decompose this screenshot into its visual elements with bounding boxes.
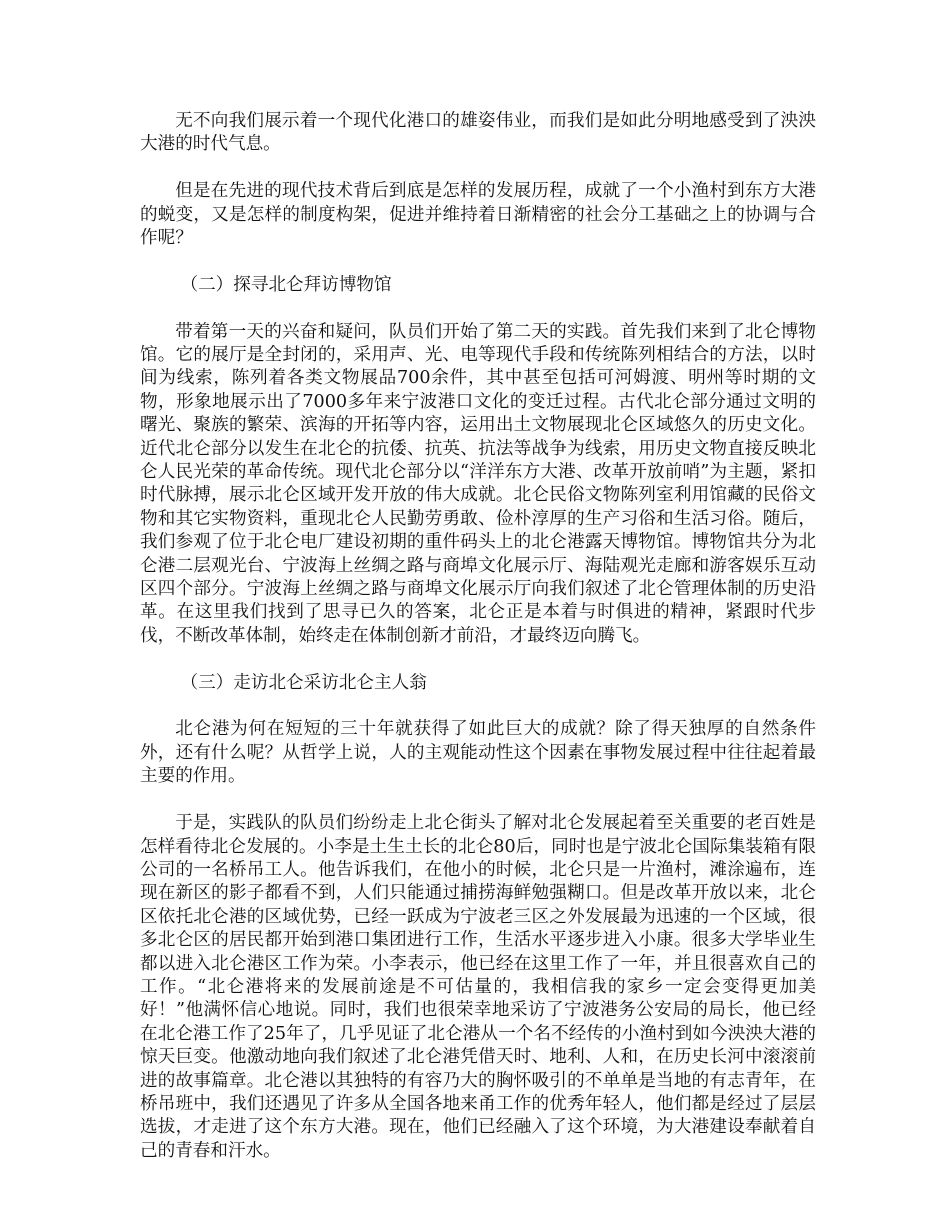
section-heading-museum: （二）探寻北仑拜访博物馆 xyxy=(180,274,392,295)
paragraph-development-question: 但是在先进的现代技术背后到底是怎样的发展历程，成就了一个小渔村到东方大港的蜕变，又是怎样的制度构架，促进并维持着日渐精密的社会分工基础之上的协调与合作呢？ xyxy=(140,181,816,249)
paragraph-port-spirit: 无不向我们展示着一个现代化港口的雄姿伟业，而我们是如此分明地感受到了泱泱大港的时代气息。 xyxy=(140,111,816,155)
paragraph-museum-visit: 带着第一天的兴奋和疑问，队员们开始了第二天的实践。首先我们来到了北仑博物馆。它的展厅是全封闭的，采用声、光、电等现代手段和传统陈列相结合的方法，以时间为线索，陈列着各类文物展品700余件，其中甚至包括可河姆渡、明州等时期的文物，形象地展示出了7000多年来宁波港口文化的变迁过程。古代北仑部分通过文明的曙光、聚族的繁荣、滨海的开拓等内容，运用出土文物展现北仑区域悠久的历史文化。近代北仑部分以发生在北仑的抗倭、抗英、抗法等战争为线索，用历史文物直接反映北仑人民光荣的革命传统。现代北仑部分以“洋洋东方大港、改革开放前哨”为主题，紧扣时代脉搏，展示北仑区域开发开放的伟大成就。北仑民俗文物陈列室利用馆藏的民俗文物和其它实物资料，重现北仑人民勤劳勇敢、俭朴淳厚的生产习俗和生活习俗。随后，我们参观了位于北仑电厂建设初期的重件码头上的北仑港露天博物馆。博物馆共分为北仑港二层观光台、宁波海上丝绸之路与商埠文化展示厅、海陆观光走廊和游客娱乐互动区四个部分。宁波海上丝绸之路与商埠文化展示厅向我们叙述了北仑管理体制的历史沿革。在这里我们找到了思寻已久的答案，北仑正是本着与时俱进的精神，紧跟时代步伐，不断改革体制，始终走在体制创新才前沿，才最终迈向腾飞。 xyxy=(140,321,816,646)
document-body xyxy=(140,110,816,1163)
paragraph-success-reason: 北仑港为何在短短的三十年就获得了如此巨大的成就？除了得天独厚的自然条件外，还有什么呢？从哲学上说，人的主观能动性这个因素在事物发展过程中往往起着最主要的作用。 xyxy=(140,719,816,787)
paragraph-resident-interviews: 于是，实践队的队员们纷纷走上北仑街头了解对北仑发展起着至关重要的老百姓是怎样看待北仑发展的。小李是土生土长的北仑80后，同时也是宁波北仑国际集装箱有限公司的一名桥吊工人。他告诉我们，在他小的时候，北仑只是一片渔村，滩涂遍布，连现在新区的影子都看不到，人们只能通过捕捞海鲜勉强糊口。但是改革开放以来，北仑区依托北仑港的区域优势，已经一跃成为宁波老三区之外发展最为迅速的一个区域，很多北仑区的居民都开始到港口集团进行工作，生活水平逐步进入小康。很多大学毕业生都以进入北仑港区工作为荣。小李表示，他已经在这里工作了一年，并且很喜欢自己的工作。“北仑港将来的发展前途是不可估量的，我相信我的家乡一定会变得更加美好！”他满怀信心地说。同时，我们也很荣幸地采访了宁波港务公安局的局长，他已经在北仑港工作了25年了，几乎见证了北仑港从一个名不经传的小渔村到如今泱泱大港的惊天巨变。他激动地向我们叙述了北仑港凭借天时、地利、人和，在历史长河中滚滚前进的故事篇章。北仑港以其独特的有容乃大的胸怀吸引的不单单是当地的有志青年，在桥吊班中，我们还遇见了许多从全国各地来甬工作的优秀年轻人，他们都是经过了层层选拔，才走进了这个东方大港。现在，他们已经融入了这个环境，为大港建设奉献着自己的青春和汗水。 xyxy=(140,813,816,1161)
section-heading-interviews: （三）走访北仑采访北仑主人翁 xyxy=(180,672,427,693)
